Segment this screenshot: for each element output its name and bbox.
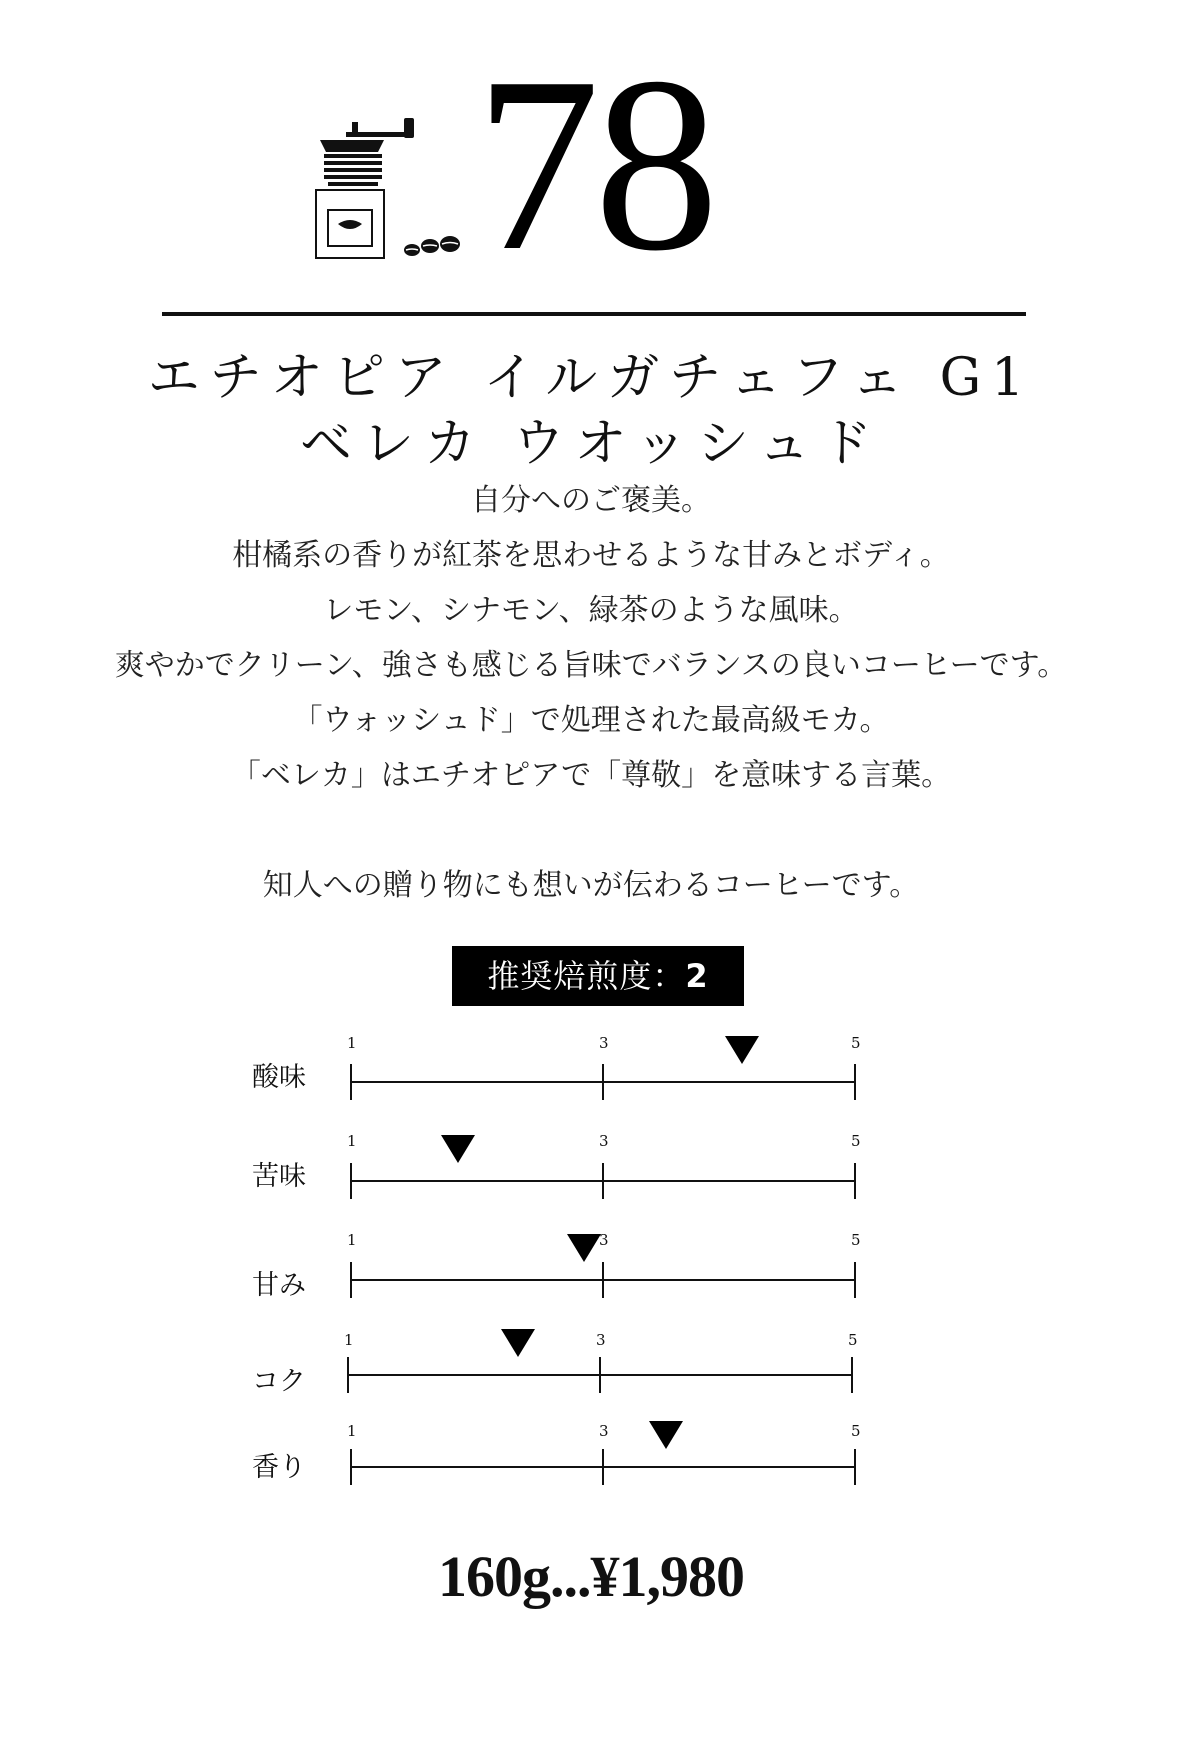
price: 160g...¥1,980 bbox=[438, 1544, 744, 1609]
flavor-label: コク bbox=[252, 1366, 306, 1397]
scale-line bbox=[351, 1180, 603, 1182]
flavor-label: 酸味 bbox=[252, 1062, 306, 1093]
scale-number: 1 bbox=[347, 1132, 357, 1150]
description-line: 「ベレカ」はエチオピアで「尊敬」を意味する言葉。 bbox=[230, 758, 952, 793]
scale-line bbox=[351, 1279, 603, 1281]
scale-line bbox=[603, 1081, 855, 1083]
scale-tick bbox=[851, 1357, 853, 1393]
scale-number: 1 bbox=[347, 1034, 357, 1052]
scale-tick bbox=[602, 1064, 604, 1100]
coffee-grinder-icon bbox=[308, 112, 468, 262]
scale-line bbox=[603, 1466, 855, 1468]
scale-number: 3 bbox=[599, 1034, 609, 1052]
product-title-line2: ベレカ ウオッシュド bbox=[300, 414, 882, 474]
scale-line bbox=[348, 1374, 600, 1376]
flavor-label: 苦味 bbox=[252, 1161, 306, 1192]
scale-number: 5 bbox=[851, 1132, 861, 1150]
description-line: 自分へのご褒美。 bbox=[471, 483, 711, 518]
description-line: 柑橘系の香りが紅茶を思わせるような甘みとボディ。 bbox=[232, 538, 950, 573]
roast-level-badge bbox=[452, 946, 744, 1006]
roast-level-value: 2 bbox=[685, 957, 709, 995]
scale-number: 1 bbox=[344, 1331, 354, 1349]
scale-number: 3 bbox=[599, 1422, 609, 1440]
flavor-label: 甘み bbox=[252, 1270, 306, 1301]
header-divider bbox=[162, 312, 1026, 316]
scale-number: 3 bbox=[599, 1132, 609, 1150]
scale-number: 3 bbox=[599, 1231, 609, 1249]
flavor-label: 香り bbox=[252, 1452, 306, 1483]
scale-tick bbox=[854, 1163, 856, 1199]
scale-tick bbox=[350, 1449, 352, 1485]
scale-tick bbox=[599, 1357, 601, 1393]
product-title-line1: エチオピア イルガチェフェ G1 bbox=[147, 348, 1035, 408]
scale-tick bbox=[350, 1163, 352, 1199]
scale-number: 1 bbox=[347, 1422, 357, 1440]
scale-number: 1 bbox=[347, 1231, 357, 1249]
scale-tick bbox=[854, 1262, 856, 1298]
scale-number: 5 bbox=[851, 1231, 861, 1249]
scale-tick bbox=[854, 1064, 856, 1100]
scale-number: 3 bbox=[596, 1331, 606, 1349]
scale-number: 5 bbox=[851, 1034, 861, 1052]
scale-tick bbox=[347, 1357, 349, 1393]
scale-line bbox=[603, 1180, 855, 1182]
scale-number: 5 bbox=[851, 1422, 861, 1440]
scale-line bbox=[600, 1374, 852, 1376]
product-number: 78 bbox=[475, 26, 713, 303]
flavor-marker bbox=[441, 1135, 475, 1163]
scale-tick bbox=[350, 1262, 352, 1298]
scale-line bbox=[603, 1279, 855, 1281]
flavor-marker bbox=[725, 1036, 759, 1064]
roast-label: 推奨焙煎度： bbox=[487, 957, 686, 995]
scale-tick bbox=[350, 1064, 352, 1100]
scale-tick bbox=[854, 1449, 856, 1485]
description-line: レモン、シナモン、緑茶のような風味。 bbox=[323, 593, 859, 628]
scale-tick bbox=[602, 1163, 604, 1199]
flavor-marker bbox=[649, 1421, 683, 1449]
flavor-marker bbox=[501, 1329, 535, 1357]
description-line: 爽やかでクリーン、強さも感じる旨味でバランスの良いコーヒーです。 bbox=[114, 648, 1068, 683]
scale-tick bbox=[602, 1449, 604, 1485]
description-line: 「ウォッシュド」で処理された最高級モカ。 bbox=[292, 703, 890, 738]
scale-number: 5 bbox=[848, 1331, 858, 1349]
scale-line bbox=[351, 1081, 603, 1083]
flavor-marker bbox=[567, 1234, 601, 1262]
scale-tick bbox=[602, 1262, 604, 1298]
description-closing: 知人への贈り物にも想いが伝わるコーヒーです。 bbox=[262, 868, 920, 903]
scale-line bbox=[351, 1466, 603, 1468]
